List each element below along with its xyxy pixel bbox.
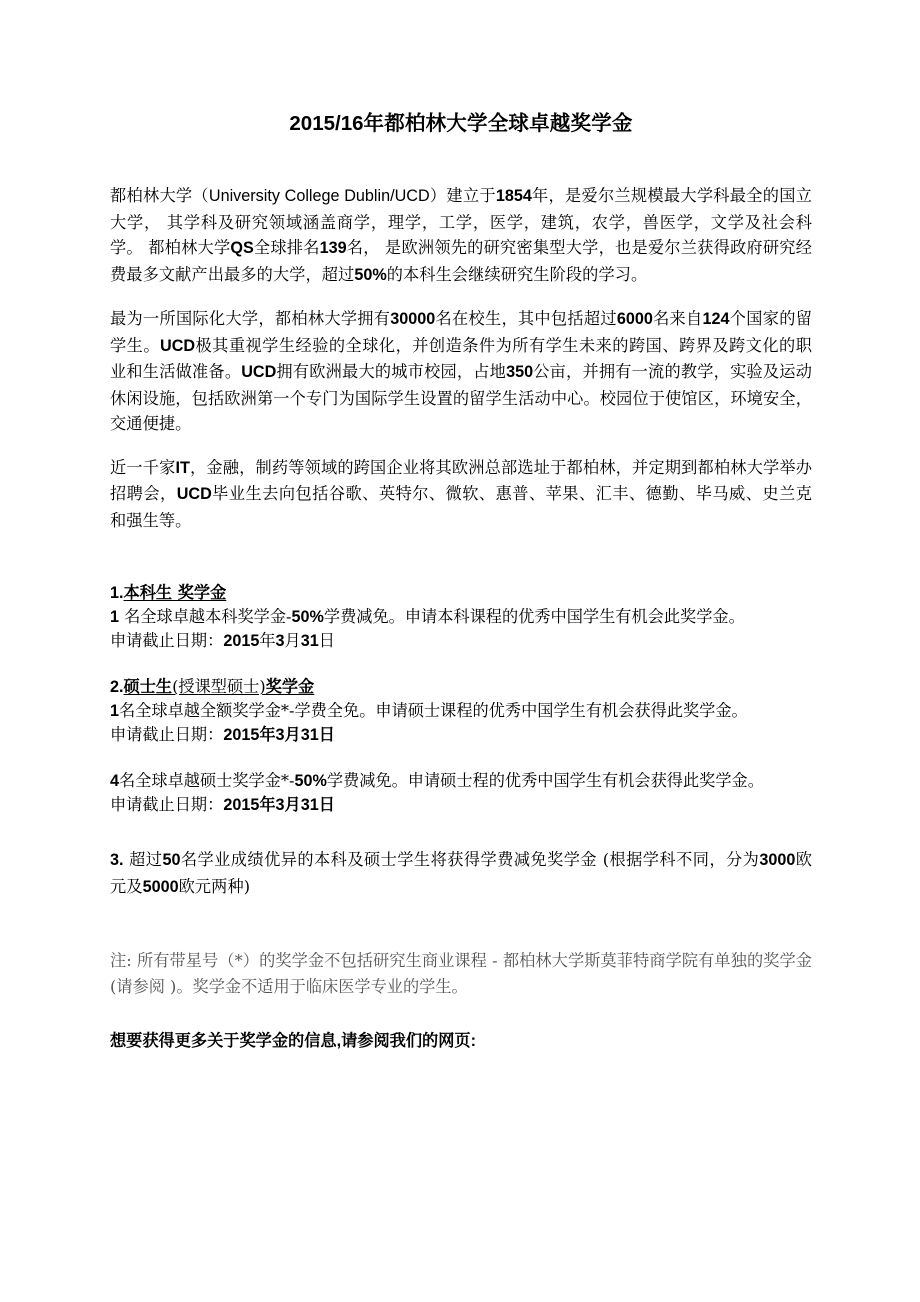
text-run: 日 [318,631,335,650]
text-run: 名来自 [652,309,703,328]
scholarship-detail-1 [110,605,812,629]
title-latin-run: 2015/16 [289,112,364,135]
document-content [110,108,812,1053]
title-cjk-run: 年都柏林大学全球卓越奖学金 [363,111,633,135]
text-run-latin: QS [230,239,254,257]
spacer [110,551,812,581]
deadline-label: 申请截止日期： [110,631,224,650]
text-run-latin: 1 [110,608,120,626]
text-run: 超过 [123,850,163,869]
text-run: 个国家的留学生。 [110,309,812,355]
section-heading-label: 本科生 奖学金 [123,583,227,602]
page-title [110,108,812,139]
spacer [110,918,812,948]
text-run-latin: 31 [300,632,319,650]
text-run-latin: 1854 [495,187,532,205]
footnote-asterisk: 注: 所有带星号（*）的奖学金不包括研究生商业课程 - 都柏林大学斯莫菲特商学院有单独的奖学金 (请参阅 )。奖学金不适用于临床医学专业的学生。 [110,951,812,996]
deadline-2a [110,723,812,747]
text-run-latin: 6000 [616,310,653,328]
text-run: 学费减免。申请硕士程的优秀中国学生有机会获得此奖学金。 [326,771,764,790]
text-run: 毕业生去向包括谷歌、英特尔、微软、惠普、苹果、汇丰、德勤、毕马威、史兰克和强生等。 [110,484,812,530]
section-number: 2. [110,678,124,696]
scholarship-detail-2b [110,769,812,793]
text-run-latin: University College Dublin/UCD [208,187,430,205]
text-run: 月 [284,631,301,650]
text-run-latin: UCD [160,336,196,355]
text-run-latin: 50% [294,772,327,790]
text-run: 公亩，并拥有一流的教学，实验及运动休闲设施，包括欧洲第一个专门为国际学生设置的留学生活动中心。校园位于使馆区，环境安全，交通便捷。 [110,362,812,433]
text-run: 拥有欧洲最大的城市校园，占地 [276,362,507,381]
text-run: 欧元及 [110,850,812,896]
scholarship-heading-2 [110,675,812,699]
intro-paragraph-3 [110,455,812,534]
deadline-1 [110,629,812,653]
text-run-latin: 50% [354,265,387,284]
text-run: 都柏林大学（ [110,186,209,205]
section-heading-label: 硕士生 [123,677,173,696]
text-run: 名全球卓越本科奖学金- [119,607,292,626]
section-number: 1. [110,584,124,602]
section-number: 3. [110,851,124,869]
scholarship-heading-1 [110,581,812,605]
spacer [110,653,812,675]
text-run: 全球排名 [253,238,320,257]
text-run-latin: 3 [275,632,285,650]
intro-paragraph-1 [110,183,812,288]
spacer [110,817,812,847]
text-run: 最为一所国际化大学，都柏林大学拥有 [110,309,391,328]
section-heading-label-2: 奖学金 [265,677,315,696]
text-run: 学费减免。申请本科课程的优秀中国学生有机会此奖学金。 [323,607,745,626]
text-run: 年 [259,631,276,650]
deadline-label: 申请截止日期： [110,795,224,814]
text-run: 名， 是欧洲领先的研究密集型大学，也是爱尔兰获得政府研究经费最多文献产出最多的大学，超过 [110,238,813,284]
deadline-value: 2015年3月31日 [223,726,335,744]
text-run-latin: 50% [291,608,324,626]
text-run-latin: 1 [110,702,120,720]
text-run-latin: 350 [506,363,534,381]
text-run: 名学业成绩优异的本科及硕士学生将获得学费减免奖学金 (根据学科不同，分为 [180,850,760,869]
text-run-latin: 50 [162,851,181,869]
text-run-latin: 30000 [390,310,436,328]
deadline-value: 2015年3月31日 [223,796,335,814]
text-run: ，金融，制药等领域的跨国企业将其欧洲总部选址于都柏林，并定期到都柏林大学举办招聘会， [110,457,813,503]
text-run-latin: 139 [319,239,347,257]
text-run-latin: 4 [110,772,120,790]
spacer [110,999,812,1029]
text-run-latin: 124 [702,310,730,328]
text-run-latin: IT [175,458,190,477]
section-heading-qualifier: (授课型硕士) [172,677,266,696]
text-run-latin: 5000 [142,877,179,896]
text-run: ）建立于 [429,186,496,205]
deadline-2b [110,793,812,817]
text-run: 名全球卓越硕士奖学金*- [119,771,295,790]
text-run-latin: 3000 [759,851,796,869]
text-run: 欧元两种) [178,876,251,896]
text-run: 极其重视学生经验的全球化，并创造条件为所有学生未来的跨国、跨界及跨文化的职业和生活做准备。 [110,335,812,381]
text-run: 名全球卓越全额奖学金*-学费全免。申请硕士课程的优秀中国学生有机会获得此奖学金。 [119,701,748,720]
closing-line: 想要获得更多关于奖学金的信息,请参阅我们的网页: [110,1032,477,1050]
text-run: 近一千家 [110,457,176,477]
intro-paragraph-2 [110,306,812,437]
text-run: 年，是爱尔兰规模最大学科最全的国立大学， 其学科及研究领域涵盖商学，理学，工学，医学，建筑，农学，兽医学，文学及社会科学。 都柏林大学 [110,186,812,257]
text-run: 的本科生会继续研究生阶段的学习。 [386,264,648,284]
text-run-latin: UCD [176,485,212,503]
text-run-latin: UCD [241,363,277,381]
deadline-label: 申请截止日期： [110,725,224,744]
spacer [110,747,812,769]
text-run: 名在校生，其中包括超过 [435,309,617,328]
deadline-value: 2015 [223,632,260,650]
scholarship-section-3 [110,847,812,900]
scholarship-detail-2a [110,699,812,723]
